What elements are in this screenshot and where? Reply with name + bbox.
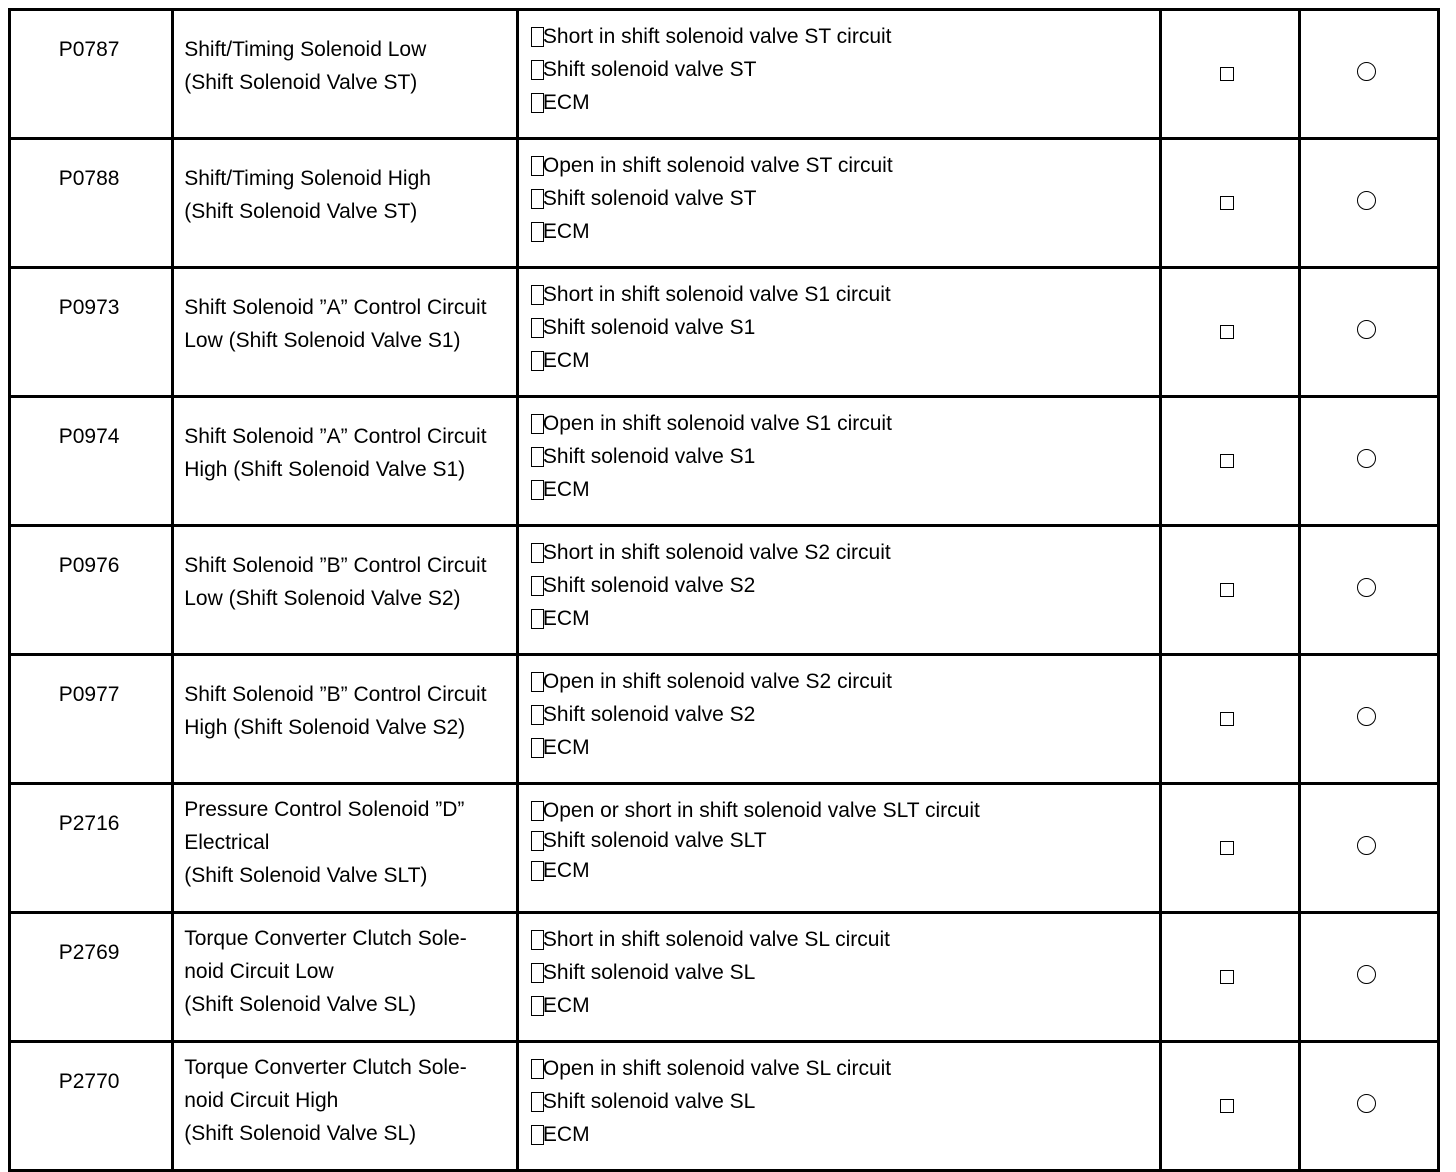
- detection-item-line: Shift Solenoid ”A” Control Circuit: [184, 425, 487, 448]
- mil-cell: [1160, 1042, 1299, 1171]
- trouble-area-item: Open in shift solenoid valve S2 circuit: [531, 665, 1151, 698]
- dtc-code: P2769: [58, 941, 120, 964]
- trouble-area-cell: [517, 268, 1160, 397]
- trouble-area-item: Shift solenoid valve S2: [531, 569, 1151, 602]
- table-row: [10, 10, 1439, 139]
- trouble-area-item: Open in shift solenoid valve ST circuit: [531, 149, 1151, 182]
- dtc-code-cell: [10, 526, 173, 655]
- mil-cell: [1160, 268, 1299, 397]
- trouble-area-item: ECM: [531, 731, 1151, 764]
- dtc-code-cell: [10, 397, 173, 526]
- dtc-code: P0973: [58, 296, 120, 319]
- circle-icon: [1357, 320, 1376, 339]
- square-icon: [1220, 583, 1234, 597]
- dtc-code: P0788: [58, 167, 120, 190]
- dtc-code-cell: [10, 784, 173, 913]
- trouble-area-item: Shift solenoid valve SL: [531, 1085, 1151, 1118]
- dtc-code: P0787: [58, 38, 120, 61]
- trouble-area-cell: [517, 397, 1160, 526]
- mil-cell: [1160, 784, 1299, 913]
- memory-cell: [1299, 784, 1438, 913]
- trouble-area-item: ECM: [531, 473, 1151, 506]
- table-row: [10, 268, 1439, 397]
- detection-item-line: Shift Solenoid ”B” Control Circuit: [184, 554, 487, 577]
- memory-cell: [1299, 526, 1438, 655]
- dtc-code: P2716: [58, 812, 120, 835]
- square-icon: [1220, 325, 1234, 339]
- trouble-area-item: ECM: [531, 344, 1151, 377]
- square-icon: [1220, 1099, 1234, 1113]
- trouble-area-cell: [517, 1042, 1160, 1171]
- trouble-area-cell: [517, 784, 1160, 913]
- detection-item-cell: [173, 526, 518, 655]
- trouble-area-item: Shift solenoid valve ST: [531, 53, 1151, 86]
- square-icon: [1220, 712, 1234, 726]
- detection-item-cell: [173, 784, 518, 913]
- trouble-area-item: Open in shift solenoid valve SL circuit: [531, 1052, 1151, 1085]
- circle-icon: [1357, 578, 1376, 597]
- detection-item-line: noid Circuit Low: [184, 960, 334, 983]
- memory-cell: [1299, 397, 1438, 526]
- detection-item-line: (Shift Solenoid Valve SLT): [184, 864, 428, 887]
- square-icon: [1220, 841, 1234, 855]
- trouble-area-item: Shift solenoid valve S1: [531, 440, 1151, 473]
- detection-item-line: Electrical: [184, 831, 270, 854]
- detection-item-cell: [173, 655, 518, 784]
- detection-item-cell: [173, 10, 518, 139]
- trouble-area-cell: [517, 10, 1160, 139]
- table-row: [10, 784, 1439, 913]
- trouble-area-item: ECM: [531, 1118, 1151, 1151]
- memory-cell: [1299, 655, 1438, 784]
- trouble-area-item: Shift solenoid valve S2: [531, 698, 1151, 731]
- detection-item-line: Pressure Control Solenoid ”D”: [184, 798, 465, 821]
- square-icon: [1220, 67, 1234, 81]
- mil-cell: [1160, 10, 1299, 139]
- dtc-table: [8, 8, 1440, 1172]
- mil-cell: [1160, 655, 1299, 784]
- detection-item-line: (Shift Solenoid Valve ST): [184, 71, 418, 94]
- detection-item-line: Shift/Timing Solenoid Low: [184, 38, 427, 61]
- trouble-area-item: ECM: [531, 215, 1151, 248]
- table-row: [10, 913, 1439, 1042]
- square-icon: [1220, 970, 1234, 984]
- trouble-area-item: Shift solenoid valve ST: [531, 182, 1151, 215]
- dtc-code: P0977: [58, 683, 120, 706]
- detection-item-line: Shift Solenoid ”B” Control Circuit: [184, 683, 487, 706]
- trouble-area-item: ECM: [531, 989, 1151, 1022]
- table-row: [10, 655, 1439, 784]
- trouble-area-cell: [517, 655, 1160, 784]
- trouble-area-item: ECM: [531, 86, 1151, 119]
- circle-icon: [1357, 836, 1376, 855]
- dtc-code: P2770: [58, 1070, 120, 1093]
- mil-cell: [1160, 526, 1299, 655]
- detection-item-line: noid Circuit High: [184, 1089, 339, 1112]
- mil-cell: [1160, 913, 1299, 1042]
- memory-cell: [1299, 913, 1438, 1042]
- square-icon: [1220, 454, 1234, 468]
- dtc-code-cell: [10, 1042, 173, 1171]
- detection-item-line: Low (Shift Solenoid Valve S1): [184, 329, 461, 352]
- detection-item-line: (Shift Solenoid Valve ST): [184, 200, 418, 223]
- trouble-area-item: Shift solenoid valve S1: [531, 311, 1151, 344]
- trouble-area-item: Open or short in shift solenoid valve SLT circuit: [531, 796, 1151, 826]
- detection-item-cell: [173, 397, 518, 526]
- trouble-area-item: Short in shift solenoid valve SL circuit: [531, 923, 1151, 956]
- trouble-area-item: Short in shift solenoid valve ST circuit: [531, 20, 1151, 53]
- detection-item-line: Shift Solenoid ”A” Control Circuit: [184, 296, 487, 319]
- memory-cell: [1299, 268, 1438, 397]
- trouble-area-item: ECM: [531, 856, 1151, 886]
- trouble-area-item: Shift solenoid valve SL: [531, 956, 1151, 989]
- trouble-area-item: Shift solenoid valve SLT: [531, 826, 1151, 856]
- table-row: [10, 139, 1439, 268]
- detection-item-line: (Shift Solenoid Valve SL): [184, 993, 417, 1016]
- table-row: [10, 397, 1439, 526]
- detection-item-cell: [173, 268, 518, 397]
- trouble-area-cell: [517, 913, 1160, 1042]
- dtc-code: P0974: [58, 425, 120, 448]
- dtc-code: P0976: [58, 554, 120, 577]
- detection-item-line: High (Shift Solenoid Valve S2): [184, 716, 466, 739]
- memory-cell: [1299, 139, 1438, 268]
- trouble-area-item: Short in shift solenoid valve S2 circuit: [531, 536, 1151, 569]
- circle-icon: [1357, 707, 1376, 726]
- detection-item-line: Torque Converter Clutch Sole-: [184, 927, 467, 950]
- dtc-code-cell: [10, 913, 173, 1042]
- detection-item-line: (Shift Solenoid Valve SL): [184, 1122, 417, 1145]
- circle-icon: [1357, 965, 1376, 984]
- trouble-area-item: Short in shift solenoid valve S1 circuit: [531, 278, 1151, 311]
- dtc-code-cell: [10, 268, 173, 397]
- trouble-area-item: Open in shift solenoid valve S1 circuit: [531, 407, 1151, 440]
- detection-item-cell: [173, 913, 518, 1042]
- detection-item-cell: [173, 139, 518, 268]
- dtc-code-cell: [10, 655, 173, 784]
- detection-item-line: Low (Shift Solenoid Valve S2): [184, 587, 461, 610]
- trouble-area-cell: [517, 526, 1160, 655]
- memory-cell: [1299, 1042, 1438, 1171]
- table-row: [10, 1042, 1439, 1171]
- trouble-area-item: ECM: [531, 602, 1151, 635]
- detection-item-line: Shift/Timing Solenoid High: [184, 167, 431, 190]
- detection-item-line: Torque Converter Clutch Sole-: [184, 1056, 467, 1079]
- circle-icon: [1357, 1094, 1376, 1113]
- circle-icon: [1357, 449, 1376, 468]
- detection-item-cell: [173, 1042, 518, 1171]
- dtc-code-cell: [10, 139, 173, 268]
- trouble-area-cell: [517, 139, 1160, 268]
- memory-cell: [1299, 10, 1438, 139]
- circle-icon: [1357, 191, 1376, 210]
- mil-cell: [1160, 397, 1299, 526]
- circle-icon: [1357, 62, 1376, 81]
- dtc-code-cell: [10, 10, 173, 139]
- detection-item-line: High (Shift Solenoid Valve S1): [184, 458, 466, 481]
- table-row: [10, 526, 1439, 655]
- mil-cell: [1160, 139, 1299, 268]
- square-icon: [1220, 196, 1234, 210]
